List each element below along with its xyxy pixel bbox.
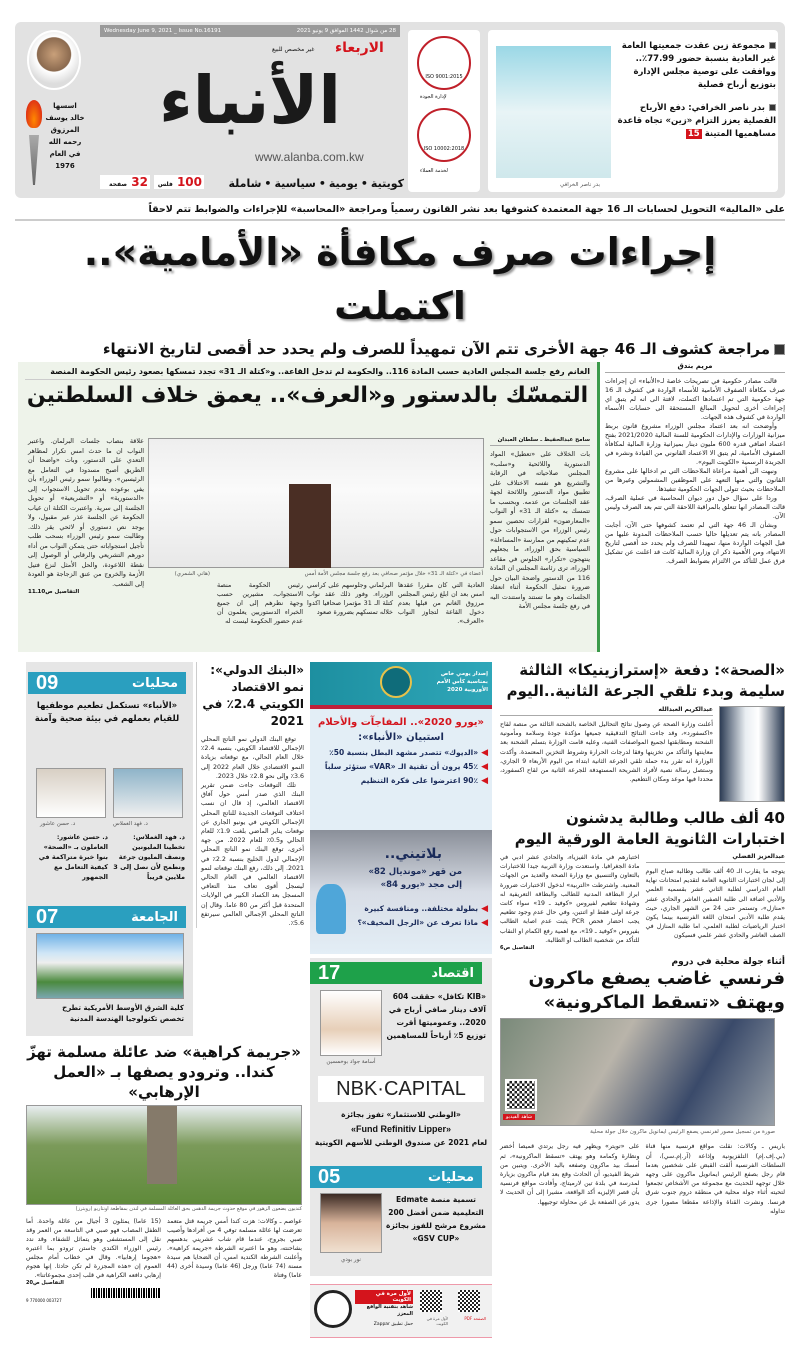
zappar-logo xyxy=(314,1290,352,1328)
page-ref-badge[interactable]: 15 xyxy=(687,129,700,139)
qr-code[interactable] xyxy=(458,1290,480,1312)
paragraph: ونبهت الى أهمية مراعاة الملاحظات التي تم ادخالها على مشروع القانون والتي منها التعهد على الموظفين المشمولين وغيرها من الملاحظات بحيث تتولى الجهات الحكومية تنفيذها. xyxy=(605,467,785,493)
mps-press-conference-photo xyxy=(148,438,484,568)
founder-portrait xyxy=(27,30,81,90)
macron-kicker: أثناء جولة محلية في دروم xyxy=(671,957,785,968)
canada-memorial-photo xyxy=(26,1105,302,1205)
paragraph: تلك التوقعات جاءت ضمن تقرير البنك الذي صدر أمس حول آفاق الاقتصاد العالمي، إذ قال ان نسب اختلاف التوقعات الجديدة للناتج المحلي الإجمالي الكويتي في يونيو الجاري عن توقعات يناير الماضي بلغت 1.9٪ للعام الحالي و0.5٪ للعام 2022. من جهة أخرى، توقع البنك نمو الناتج المحلي الإجمالي لدول الخليج بنسبة 2.2٪ في 2021. إلى ذلك، رفع البنك توقعاته لنمو الاقتصاد العالمي في العام الحالي ليسجل أقوى تعاف منذ التعافي المسجل بعد الكساد الكبير في الولايات المتحدة قبل أكثر من 80 عاما. وقال إن الناتج المحلي الإجمالي العالمي سيرتفع 5.6٪. xyxy=(201,782,304,928)
lead-subhead xyxy=(15,339,785,360)
college-photo xyxy=(36,933,184,999)
euro-item xyxy=(352,902,488,916)
bukhamseen-photo xyxy=(320,990,382,1056)
page-number: 05 xyxy=(318,1165,341,1188)
khorafi-photo xyxy=(496,46,611,178)
assembly-heading-block xyxy=(25,366,590,412)
photo-caption: صورة من تسجيل مصور لفرنسي يصفع الرئيس ايمانويل ماكرون خلال جولة محلية xyxy=(590,1129,775,1136)
euro-banner xyxy=(310,662,492,709)
not-for-sale: غير مخصص للبيع xyxy=(272,46,315,53)
paragraph: قالت مصادر حكومية في تصريحات خاصة لـ«الأنباء» ان إجراءات صرف مكافأة الصفوف الأمامية للأسماء الواردة في كشوف الـ 16 جهة حكومية التي تم اعتمادها اكتملت، لافتة الى انه لم يتبق اي إجراءات أخرى لتحويل المبالغ المستحقة الى حسابات الأسماء الواردة في كشوف هذه الجهات. xyxy=(605,377,785,421)
arrow-icon: ◀ xyxy=(481,904,488,914)
section-title: محليات xyxy=(428,1169,474,1185)
lead-block xyxy=(15,203,785,360)
paragraph: أعلنت وزارة الصحة عن وصول نتائج التحاليل الخاصة بالشحنة الثالثة من منصة لقاح «اكسفورد»، وقد جاءت النتائج التدقيقية جميعها مؤكدة جودة وسلامة ومأمونية الشحنة ومطابقتها لجميع المواصفات الفنية، وعليه قامت الوزارة بتسلم الشحنة بعد معاينتها والتأكد من تخزينها وفقا لدرجات الحرارة وشروط التخزين المعتمدة. وأكدت الوزارة انه تقرر بدء حملة تلقي الجرعة الثانية ابتداء من اليوم الأربعاء 9 الجاري، وستصل رسالة نصية لأفراد الشريحة المستهدفة للجرعة الثانية من لقاح اكسفورد، محددا فيها موعد ومكان التطعيم. xyxy=(500,721,713,784)
tagline-item: شاملة xyxy=(228,177,262,190)
video-qr-code[interactable] xyxy=(505,1079,537,1111)
worldbank-story xyxy=(196,662,304,928)
paragraph: بات الخلاف على «تعطيل» المواد الدستورية واللائحية و«سلب» المجلس صلاحياته في الرقابة والتشريع هو نفسه الاختلاف على تطبيق مواد الدستور واللائحة لجهة عقد الجلسات من عدمه. وبحسب ما تتمسك به «كتلة الـ 31» أو النواب «المعارضون» لقرارات تحصين سمو رئيس الوزراء من الاستجوابات حول عدم تمكينهم من ممارسة «المساءلة» السياسية بحق الوزراء، ما يجعلهم ينتهجون «تكرار» الجلوس في مقاعد الوزراء، ترى رئاسة المجلس ان المادة 116 من الدستور واضحة البيان حول ضرورة تمثيل الحكومة أثناء انعقاد الجلسات وهو ما تستند واستندت اليه في رفع جلسة مجلس الأمة xyxy=(490,450,590,610)
page-number: 17 xyxy=(318,961,341,984)
page-number: 09 xyxy=(36,671,59,694)
euro-poll-label: استبيان «الأنباء»: xyxy=(358,731,444,743)
byline: مريم بندق xyxy=(605,362,785,373)
vaccine-vial-photo xyxy=(719,706,785,802)
founder-line: في العام xyxy=(49,150,81,158)
lead-story xyxy=(605,362,785,566)
section-title: الجامعة xyxy=(131,909,178,925)
paragraph: وبشأن الـ 46 جهة التي لم تعتمد كشوفها حتى الآن، أجابت المصادر بانه يتم تعديلها حاليا حسب الملاحظات المدونة عليها من قبل الجهات الواردة منها، تمهيدا للصرف ولم يحدد حد أقصى لتاريخ الانتهاء، ومن الأهمية ذكر ان وزارة المالية كانت قد اعلنت عن تشكيل فرق عمل للتأكد من الالتزام بضوابط الصرف. xyxy=(605,521,785,565)
date-arabic: 28 من شوال 1442 الموافق 9 يونيو 2021 xyxy=(296,28,396,34)
photo-caption: د. فهد الغملاس xyxy=(113,821,148,827)
iso-badge xyxy=(417,36,471,90)
right-column xyxy=(500,660,785,1216)
iso-code: ISO 9001:2015 xyxy=(425,74,463,80)
date-english: Wednesday June 9, 2021 _ Issue No.16191 xyxy=(104,28,222,34)
euro-text: بطولة مختلفة.. ومنافسة كبيرة xyxy=(364,904,479,913)
photo-caption: أسامة جواد بوخمسين xyxy=(326,1059,376,1065)
paragraph: (15 عاما) يمثلون 3 أجيال من عائلة واحدة. أما الطفل المصاب فهو صبي في التاسعة من العمر وقد نقل إلى المستشفى وهو يتماثل للشفاء. وقد ندد رئيس الوزراء الكندي جاستن ترودو بما اعتبره «هجوما إرهابيا». وقال في خطاب أمام مجلس العموم إن «هذه المجزرة لم تكن حادثا. إنها هجوم إرهابي دافعه الكراهية في قلب إحدى مجموعاتنا». xyxy=(26,1218,161,1279)
vaccine-story xyxy=(500,706,713,802)
assembly-headline[interactable]: التمسّك بالدستور و«العرف».. يعمق خلاف السلطتين xyxy=(26,383,589,408)
nbk-capital-logo: NBK·CAPITAL xyxy=(318,1076,484,1102)
iso-label: لإدارة الجودة xyxy=(420,94,447,100)
section-header-local-05[interactable] xyxy=(310,1166,482,1188)
poll-text: 45٪ يرون أن تقنية الـ «VAR» ستؤثر سلباً xyxy=(324,762,479,771)
paragraph: وردا على سؤال حول دور ديوان المحاسبة في عملية الصرف، قالت المصادر انها تتعلق بالمراقبة اللاحقة التي تتم بعد الصرف وليس الآن. xyxy=(605,494,785,520)
founder-line: 1976 xyxy=(55,162,75,170)
arrow-icon: ◀ xyxy=(481,762,488,772)
paragraph: باريس ـ وكالات: نقلت مواقع فرنسية منها قناة (بي.إف.إم) التلفزيونية وإذاعة (آر.إم.سي)، أن السلطات الفرنسية ألقت القبض على شخصين بعدما قام رجل بصفع الرئيس ايمانويل ماكرون على وجهه خلال توجهه للحديث مع مجموعة من الأشخاص تجمعوا لتحيته أثناء جولة محلية في منطقة دروم جنوب شرق فرنسا. ونشرت القناة والإذاعة مقطعا مصورا جرى تداوله xyxy=(645,1143,785,1215)
paragraph: وأوضحت انه بعد اعتماد مجلس الوزراء مشروع قانون بربط ميزانية الوزارات والإدارات الحكومية للسنة المالية 2021/2020 بفتح اعتماد اضافي قدره 600 مليون دينار بميزانية وزارة المالية لمكافأة الصفوف الأمامية، لم يتبق الا الاعتماد القانوني من القيادة ونشره في الجريدة الرسمية «الكويت اليوم». xyxy=(605,422,785,466)
students-col2 xyxy=(500,853,640,951)
tagline: كويتية • يومية • سياسية • شاملة xyxy=(228,177,404,190)
podium xyxy=(289,484,331,568)
platini-title: بلاتيني.. xyxy=(384,846,442,862)
platini-line: من قهر «مونديال 82» xyxy=(368,867,462,877)
platini-line: إلى مجد «يورو 84» xyxy=(380,880,462,890)
photo-caption: أعضاء في «كتلة الـ 31» خلال مؤتمر صحافي بعد رفع جلسة مجلس الأمة أمس xyxy=(304,571,483,577)
assembly-kicker: الغانم رفع جلسة المجلس العادية حسب المادة 116.. والحكومة لم تدخل القاعة.. و«كتلة الـ 31» تجدد تمسكها بصعود رئيس الحكومة المنصة xyxy=(25,366,590,380)
paragraph: علاقة بنصاب جلسات البرلمان. واعتبر النواب ان ما حدث امس تكرار لمظاهر التعدي على الدستور، وبات «واضحا أن الطريق أصبح مسدودا في التعامل مع الرئيسين». وطالبوا سمو رئيس الوزراء بأن يفي بوعوده بعدم تحويل الاستجواب إلى «الدستورية» أو «التشريعية» أو تحويل الجلسة إلى سرية. واعتبرت الكتلة ان غياب الحكومة عن الجلسة عذر غير مقبول، ولا يوجد نص دستوري أو لائحي يقر ذلك. وطالبت سمو رئيس الوزراء بسحب طلب تأجيل استجواباته حتى يتمكن النواب من أداء دورهم التشريعي والرقابي أو الوصول إلى نقطة اللاعودة، والحل الأمثل لنزع فتيل الأزمة والخروج من عنق الزجاجة هو العودة إلى الشعب. xyxy=(28,437,144,588)
paragraph: اختبارهم في مادة الفيزياء، والحادي عشر ادبي في مادة الجغرافيا. واستعدت وزارة التربية جيدا للاختبارات بالتعاون والتنسيق مع وزارة الصحة والعديد من الجهات المعنية. واشترطت «التربية» لدخول الاختبارات ضرورة ابراز البطاقة المدنية للطالب والبطاقة التعريفية له وشهادة تطعيم لفيروس «كوفيد ـ 19» سواء كانت جرعة اولى فقط او اثنتين، وفي حال عدم وجود تطعيم يجب احضار فحص PCR يثبت عدم اصابة الطالب بفيروس «كوفيد ـ 19»، مع اهمية رفع الكمام او النقاب للتأكد من شخصية الطالب او الطالبة. xyxy=(500,854,640,944)
euro-text: ماذا تعرف عن «الرجل المخيف»؟ xyxy=(357,918,479,927)
mascot-illustration xyxy=(316,884,346,934)
page-number: 07 xyxy=(36,905,59,928)
section-title: اقتصاد xyxy=(431,965,474,981)
founder-line: خالد يوسف xyxy=(45,114,85,122)
top-news-item[interactable] xyxy=(616,102,776,141)
section-header-economy[interactable] xyxy=(310,962,482,984)
poll-text: «الديوك» تتصدر مشهد البطل بنسبة 50٪ xyxy=(329,748,479,757)
canada-story xyxy=(26,1042,302,1303)
promo-first: لأول مرة في الكويت xyxy=(355,1290,413,1304)
photo-caption: د. حسن عاشور xyxy=(40,821,76,827)
paragraph: توقع البنك الدولي نمو الناتج المحلي الإجمالي للاقتصاد الكويتي، بنسبة 2.4٪ خلال العام الحالي، مع توقعاته بزيادة النمو الاقتصادي خلال العام 2022 إلى 3.6٪ وإلى نحو 2.8٪ خلال 2023. xyxy=(201,736,304,780)
tagline-item: كويتية xyxy=(370,177,404,190)
assembly-right-col xyxy=(490,437,590,612)
price-value: 100 xyxy=(176,175,202,189)
barcode xyxy=(91,1288,161,1298)
top-news-item[interactable] xyxy=(616,40,776,92)
day-name: الاربعاء xyxy=(335,40,384,56)
details-ref[interactable]: التفاصيل ص6 xyxy=(500,945,535,952)
euro-poll-item xyxy=(310,746,488,760)
bullet-icon xyxy=(774,344,785,355)
euro-poll-item xyxy=(310,760,488,774)
price-unit: فلس xyxy=(157,181,173,188)
poll-text: 90٪ اعترضوا على فكرة التنظيم xyxy=(360,776,479,785)
bullet-icon xyxy=(769,104,776,111)
paragraph: عواصم ـ وكالات: هزت كندا أمس جريمة قتل متعمد تعرضت لها عائلة مسلمة توفي 4 من أفرادها وأصيب صبي بجروح، عندما قام شاب عشريني بدهسهم بشاحنته، وهو ما اعتبرته الشرطة «جريمة كراهية». وأعلنت الشرطة الكندية امس، أن الضحايا هم سيدة مسنة (74 عاما) ورجل (46 عاما) وسيدة أخرى (44 عاما) وفتاة xyxy=(167,1218,302,1279)
arrow-icon: ◀ xyxy=(481,776,488,786)
founder-text xyxy=(43,100,87,172)
iso-code: ISO 10002:2018 xyxy=(423,146,465,152)
photo-caption: بدر ناصر الخرافي xyxy=(560,182,601,188)
paragraph: رئيس الحكومة منصة الاستجواب، مشيرين حسب وجهة نظرهم إلى ان جميع الخبراء الدستوريين يعلمون أن عدم حضور الحكومة ليست له xyxy=(217,581,303,625)
subhead-text: مراجعة كشوف الـ 46 جهة الأخرى تتم الآن تمهيداً للصرف ولم يحدد حد أقصى لتاريخ الانتهاء xyxy=(102,340,770,358)
vaccine-headline[interactable]: «الصحة»: دفعة «إسترازينيكا» الثالثة سليمة وبدء تلقي الجرعة الثانية..اليوم xyxy=(506,661,785,700)
euro-poll-item xyxy=(310,774,488,788)
founder-line: رحمه الله xyxy=(48,138,82,146)
photo-caption: كنديون يضعون الزهور في موقع حدوث جريمة الدهس بحق العائلة المسلمة في لندن بمقاطعة اونتاريو (رويترز) xyxy=(75,1206,302,1212)
promo-app: حمل تطبيق Zappar xyxy=(373,1322,413,1327)
macron-headline[interactable]: فرنسي غاضب يصفع ماكرون ويهتف «تسقط الماكرونية» xyxy=(528,968,785,1014)
edmate-headline[interactable]: تسمية منصة Edmate التعليمية ضمن أفضل 200 مشروع مرشح للفوز بجائزة «GSV CUP» xyxy=(386,1195,486,1243)
top-news-text: مجموعة زين عقدت جمعيتها العامة غير العادية بنسبة حضور 77.99٪.. ووافقت على توصية مجلس الإدارة بتوزيع أرباح فصلية xyxy=(621,41,776,90)
date-bar xyxy=(100,25,400,37)
paragraph: العادية التي كان مقررا عقدها امس بعد ان ابلغ رئيس المجلس مرزوق الغانم من قبلها بعدم دخول القاعة لتجاوز النواب «العرف». xyxy=(398,581,484,625)
photo-caption: نور بودي xyxy=(341,1257,361,1263)
section-title: محليات xyxy=(132,675,178,691)
watch-video-badge[interactable]: شاهد الفيديو xyxy=(503,1114,535,1120)
arrow-icon: ◀ xyxy=(481,918,488,928)
tagline-item: سياسية xyxy=(274,177,316,190)
top-news-text: بدر ناصر الخرافي: دفع الأرباح الفصلية يعزز التزام «زين» تجاه قاعدة مساهميها المتينة xyxy=(617,103,776,139)
ashour-photo xyxy=(36,768,106,818)
tagline-item: يومية xyxy=(328,177,358,190)
euro-2020-box[interactable] xyxy=(310,662,492,954)
qr-label: الصفحة PDF xyxy=(464,1316,486,1321)
canada-col2 xyxy=(26,1217,161,1303)
iso-badge xyxy=(417,108,471,162)
flame-icon xyxy=(26,100,42,128)
website-url[interactable]: www.alanba.com.kw xyxy=(255,150,364,164)
details-ref[interactable]: التفاصيل ص20 xyxy=(26,1280,64,1286)
local-headline[interactable]: «الأنباء» تستكمل تطعيم موظفيها للقيام بعملهم في بيئة صحية وآمنة xyxy=(34,701,180,724)
macron-slap-photo xyxy=(500,1018,775,1126)
worldbank-headline[interactable]: «البنك الدولي»: نمو الاقتصاد الكويتي 2.4٪ في 2021 xyxy=(202,663,304,728)
nbk-line: «الوطني للاستثمار» تفوز بجائزة xyxy=(341,1110,461,1119)
quote: د. حسن عاشور: العاملون بـ «الصحة» بنوا خبرة متراكمة في كيفية التعامل مع الجمهور xyxy=(38,833,108,881)
euro-title: «يورو 2020».. المفاجآت والأحلام xyxy=(318,717,484,728)
ghamlas-photo xyxy=(113,768,183,818)
canada-headline[interactable]: «جريمة كراهية» ضد عائلة مسلمة تهزّ كندا.. وترودو يصفها بـ «العمل الإرهابي» xyxy=(27,1043,301,1101)
newspaper-logo: الأنباء xyxy=(158,62,341,139)
barcode-number: 9 770000 003727 xyxy=(26,1298,62,1303)
kib-headline[interactable]: «KIB تكافل» حققت 604 آلاف دينار صافي أرباح في 2020.. وعموميتها أقرت توزيع 5٪ أرباحاً للمساهمين xyxy=(386,992,486,1040)
bullet-icon xyxy=(769,42,776,49)
top-news-list xyxy=(616,40,776,141)
euro-banner-text: إصدار يومي خاص بمناسبة كأس الأمم الأوروبية 2020 xyxy=(436,671,488,693)
tree-trunk xyxy=(147,1106,177,1184)
paragraph: على «تويتر» ويظهر فيه رجل يرتدي قميصا أخضر ونظارة وكمامة وهو يهتف «تسقط الماكرونية»، ثم أمسك بيد ماكرون وصفعه باليد الأخرى. ويتبين من شريط الفيديو، أن الحادث وقع بعد قيام ماكرون بزيارة لمدرسة في بلدة تين لارميتاج، وأفادت مواقع فرنسية بأن قصر الإليزيه أكد الواقعة، مشيرا إلى أن الحديث لا يدور عن الصفعة بل عن محاولة توجيهها. xyxy=(500,1143,640,1206)
nbk-headline[interactable] xyxy=(314,1108,488,1150)
lead-kicker: على «المالية» التحويل لحسابات الـ 16 جهة المعتمدة كشوفها بعد نشر القانون رسمياً ومراجعة «المحاسبة» للإجراءات والضوابط تتم لاحقاً xyxy=(15,203,785,221)
photo-credit: (هاني الشمري) xyxy=(174,571,210,577)
students-col1 xyxy=(646,853,786,951)
nbk-line: لعام 2021 عن صندوق الوطني للأسهم الكويتية xyxy=(314,1138,488,1147)
euro-trophy-logo xyxy=(380,666,412,698)
founder-line: اسسها xyxy=(53,102,77,110)
university-headline[interactable]: كلية الشرق الأوسط الأمريكية تطرح تخصص تكنولوجيا الهندسة المدنية xyxy=(62,1004,184,1023)
iso-label: لخدمة العملاء xyxy=(420,168,448,174)
qr-label: لأول مرة في الكويت xyxy=(426,1316,448,1326)
assembly-left-col xyxy=(28,437,144,595)
founder-line: المرزوق xyxy=(50,126,80,134)
page-count-value: 32 xyxy=(131,175,148,189)
nour-photo xyxy=(320,1193,382,1253)
promo-watch: شاهد بتقنية الواقع المعزز xyxy=(366,1304,413,1317)
page-count xyxy=(100,175,150,189)
arrow-icon: ◀ xyxy=(481,748,488,758)
paragraph: البرلماني وجلوسهم على كراسي الوزراء. وفور ذلك عقد نواب كتلة الـ 31 مؤتمرا صحافيا اكدوا خلاله تمسكهم بضرورة صعود xyxy=(307,581,394,616)
byline: عبدالكريم العبدالله xyxy=(500,706,713,716)
nbk-line: «Fund Refinitiv Lipper» xyxy=(350,1124,451,1134)
students-headline[interactable]: 40 ألف طالب وطالبة يدشنون اختبارات الثانوية العامة الورقية اليوم xyxy=(514,809,785,848)
section-header-university[interactable] xyxy=(28,906,186,928)
lead-headline[interactable]: إجراءات صرف مكافأة «الأمامية».. اكتملت xyxy=(83,230,717,328)
byline: سامح عبدالحفيظ ـ سلطان العبدان xyxy=(490,437,590,446)
paragraph: يتوجه ما يقارب الـ 40 ألف طالب وطالبة صباح اليوم إلى لجان اختبارات الثانوية العامة لتقديم امتحانات نهاية العام الدراسي لطلبة الثاني عشر بقسميه العلمي والأدبي اضافة الى طلبة الصفين العاشر والحادي عشر «منازل»، وتستمر حتى 24 من الشهر الجاري، حيث يقدم طلبة الأدبي امتحان اللغة الفرنسية بينما يكون اختبار الرياضيات لطلبة العلمي، اما طلبة المنازل في الصف العاشر والحادي عشر علمي فسيكون xyxy=(645,868,786,940)
quote: د. فهد الغملاس: تخطينا المليونين ونصف المليون جرعة ونطمح لأن نصل إلى 3 ملايين قريباً xyxy=(113,833,185,881)
section-header-local[interactable] xyxy=(28,672,186,694)
qr-code[interactable] xyxy=(420,1290,442,1312)
byline: عبدالعزيز الفضلي xyxy=(646,853,786,863)
euro-item xyxy=(352,916,488,930)
price xyxy=(154,175,204,189)
details-ref[interactable]: التفاصيل ص10ـ11 xyxy=(28,589,80,595)
page-count-unit: صفحة xyxy=(109,181,128,188)
